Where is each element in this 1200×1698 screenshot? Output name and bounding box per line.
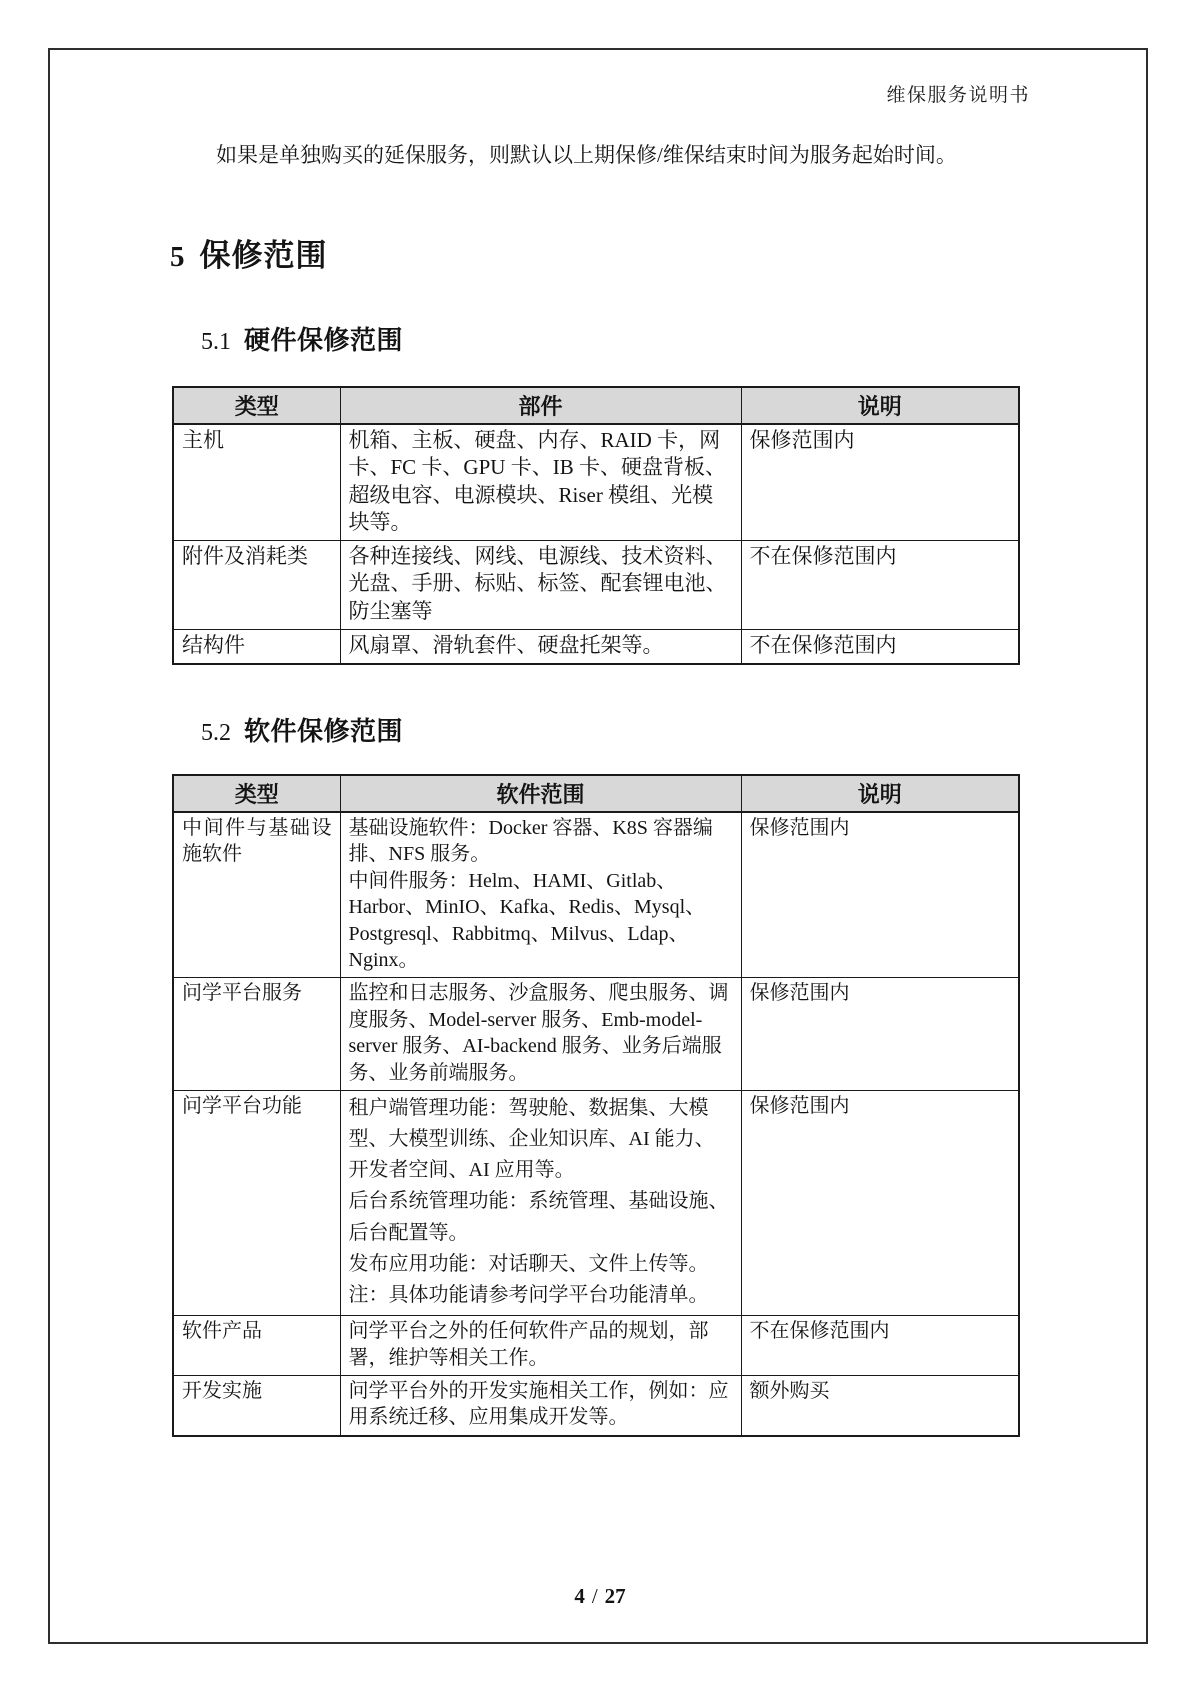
- section-number: 5: [170, 241, 185, 273]
- column-header-note: 说明: [741, 775, 1019, 812]
- cell-scope: [340, 1316, 741, 1376]
- column-header-type: 类型: [173, 387, 340, 424]
- subsection-number: 5.2: [201, 720, 231, 746]
- column-header-note: 说明: [741, 387, 1019, 424]
- cell-parts: 机箱、主板、硬盘、内存、RAID 卡，网卡、FC 卡、GPU 卡、IB 卡、硬盘背板、超级电容、电源模块、Riser 模组、光模块等。: [340, 424, 741, 541]
- intro-paragraph: 如果是单独购买的延保服务，则默认以上期保修/维保结束时间为服务起始时间。: [216, 143, 957, 167]
- cell-note: 额外购买: [741, 1376, 1019, 1436]
- cell-type: 中间件与基础设施软件: [173, 812, 340, 978]
- cell-scope: [340, 978, 741, 1091]
- scope-paragraph: 发布应用功能：对话聊天、文件上传等。: [348, 1252, 709, 1275]
- cell-type: 主机: [173, 424, 340, 541]
- table-row: [173, 1090, 1019, 1315]
- scope-paragraph: 后台系统管理功能：系统管理、基础设施、后台配置等。: [348, 1190, 729, 1244]
- cell-parts: 各种连接线、网线、电源线、技术资料、光盘、手册、标贴、标签、配套锂电池、防尘塞等: [340, 541, 741, 630]
- cell-type: 问学平台功能: [173, 1090, 340, 1315]
- cell-type: 附件及消耗类: [173, 541, 340, 630]
- scope-paragraph: 问学平台之外的任何软件产品的规划，部署，维护等相关工作。: [348, 1320, 709, 1369]
- section-heading-warranty-scope: [170, 230, 328, 275]
- page-number-separator: /: [591, 1584, 598, 1608]
- table-row: [173, 812, 1019, 978]
- software-table-header-row: [173, 775, 1019, 812]
- table-row: [173, 1376, 1019, 1436]
- cell-type: 软件产品: [173, 1316, 340, 1376]
- column-header-parts: 部件: [340, 387, 741, 424]
- cell-note: 保修范围内: [741, 1090, 1019, 1315]
- cell-parts: 风扇罩、滑轨套件、硬盘托架等。: [340, 630, 741, 665]
- section-title: 保修范围: [199, 238, 328, 273]
- page-number-footer: [0, 1584, 1200, 1609]
- cell-type: 问学平台服务: [173, 978, 340, 1091]
- scope-paragraph: 基础设施软件：Docker 容器、K8S 容器编排、NFS 服务。: [348, 817, 713, 866]
- scope-paragraph: 注：具体功能请参考问学平台功能清单。: [348, 1284, 709, 1307]
- cell-note: 保修范围内: [741, 424, 1019, 541]
- scope-paragraph: 租户端管理功能：驾驶舱、数据集、大模型、大模型训练、企业知识库、AI 能力、开发者空间、AI 应用等。: [348, 1096, 715, 1182]
- software-warranty-table: [172, 774, 1020, 1437]
- subsection-heading-hardware: [201, 320, 403, 357]
- table-row: [173, 630, 1019, 665]
- subsection-title: 硬件保修范围: [244, 325, 404, 355]
- cell-scope: [340, 812, 741, 978]
- subsection-number: 5.1: [201, 329, 231, 355]
- table-row: [173, 424, 1019, 541]
- cell-note: 不在保修范围内: [741, 541, 1019, 630]
- table-row: [173, 1316, 1019, 1376]
- column-header-type: 类型: [173, 775, 340, 812]
- doc-header: [172, 80, 1030, 107]
- page-number-total: 27: [604, 1584, 626, 1608]
- cell-scope: [340, 1376, 741, 1436]
- cell-note: 不在保修范围内: [741, 1316, 1019, 1376]
- subsection-title: 软件保修范围: [244, 716, 404, 746]
- doc-header-title: 维保服务说明书: [886, 85, 1030, 106]
- cell-note: 保修范围内: [741, 978, 1019, 1091]
- cell-type: 结构件: [173, 630, 340, 665]
- scope-paragraph: 问学平台外的开发实施相关工作，例如：应用系统迁移、应用集成开发等。: [348, 1380, 729, 1429]
- cell-scope: [340, 1090, 741, 1315]
- table-row: [173, 978, 1019, 1091]
- scope-paragraph: 中间件服务：Helm、HAMI、Gitlab、Harbor、MinIO、Kafka、Redis、Mysql、Postgresql、Rabbitmq、Milvus、Ldap、Nginx。: [348, 869, 706, 971]
- subsection-heading-software: [201, 711, 403, 748]
- scope-paragraph: 监控和日志服务、沙盒服务、爬虫服务、调度服务、Model-server 服务、Emb-model-server 服务、AI-backend 服务、业务后端服务、业务前端服务。: [348, 982, 729, 1084]
- column-header-scope: 软件范围: [340, 775, 741, 812]
- hardware-table-header-row: [173, 387, 1019, 424]
- hardware-warranty-table: [172, 386, 1020, 665]
- cell-note: 不在保修范围内: [741, 630, 1019, 665]
- page-number-current: 4: [574, 1584, 585, 1608]
- cell-type: 开发实施: [173, 1376, 340, 1436]
- table-row: [173, 541, 1019, 630]
- cell-note: 保修范围内: [741, 812, 1019, 978]
